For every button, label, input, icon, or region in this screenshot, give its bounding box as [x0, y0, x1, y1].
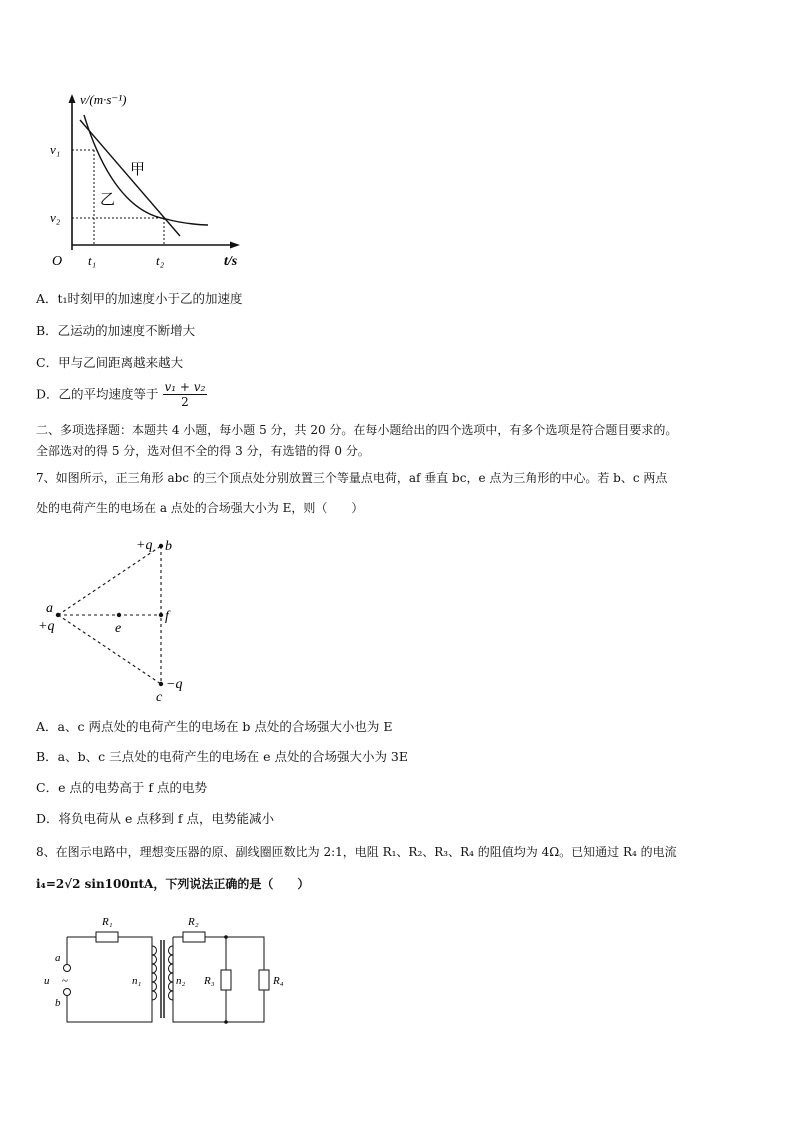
label-r2: R₂ — [188, 916, 199, 928]
q7-option-a: A．a、c 两点处的电荷产生的电场在 b 点处的合场强大小也为 E — [36, 719, 393, 734]
q6-option-d — [36, 380, 207, 409]
q6-option-d-text: D．乙的平均速度等于 — [36, 386, 159, 402]
label-e: e — [115, 621, 122, 636]
label-u: u — [44, 975, 50, 987]
secondary-wire — [173, 937, 264, 1022]
resistor-r4 — [259, 970, 269, 990]
x-axis-label: t/s — [224, 254, 238, 269]
side-ab — [58, 546, 161, 615]
y-axis-arrow — [69, 94, 76, 103]
point-b — [159, 544, 163, 548]
triangle-charge-diagram — [36, 530, 206, 710]
section2-line1: 二、多项选择题：本题共 4 小题，每小题 5 分，共 20 分。在每小题给出的四个选项中，有多个选项是符合题目要求的。 — [36, 423, 678, 437]
point-f — [159, 613, 163, 617]
q7-stem-line1: 7、如图所示，正三角形 abc 的三个顶点处分别放置三个等量点电荷，af 垂直 bc，e 点为三角形的中心。若 b、c 两点 — [36, 471, 668, 485]
label-n2: n₂ — [176, 975, 186, 987]
side-ac — [58, 615, 161, 684]
v2-label: v₂ — [50, 210, 61, 225]
label-ac-tilde: ~ — [62, 975, 68, 987]
label-c: c — [156, 690, 163, 705]
secondary-coil — [169, 946, 174, 1000]
fraction-denominator: 2 — [181, 395, 189, 409]
q6-option-b: B．乙运动的加速度不断增大 — [36, 323, 196, 338]
q6-option-a: A．t₁时刻甲的加速度小于乙的加速度 — [36, 291, 243, 306]
velocity-time-graph — [44, 84, 254, 274]
q7-option-d: D．将负电荷从 e 点移到 f 点，电势能减小 — [36, 811, 274, 826]
label-b: b — [165, 539, 172, 554]
q7-option-c: C．e 点的电势高于 f 点的电势 — [36, 780, 208, 795]
primary-coil — [152, 946, 157, 1000]
origin-label: O — [52, 254, 63, 269]
junction-top — [224, 935, 228, 939]
v1-label: v₁ — [50, 142, 61, 157]
x-axis-arrow — [230, 242, 240, 249]
curve-yi-label: 乙 — [100, 192, 116, 208]
section2-line2: 全部选对的得 5 分，选对但不全的得 3 分，有选错的得 0 分。 — [36, 444, 370, 458]
t2-label: t₂ — [156, 253, 165, 268]
q8-stem-line1: 8、在图示电路中，理想变压器的原、副线圈匝数比为 2:1，电阻 R₁、R₂、R₃、R₄ 的阻值均为 4Ω。已知通过 R₄ 的电流 — [36, 845, 677, 859]
transformer-circuit-diagram — [40, 908, 284, 1028]
label-n1: n₁ — [132, 975, 142, 987]
q6-option-c: C．甲与乙间距离越来越大 — [36, 355, 184, 370]
curve-jia-label: 甲 — [130, 162, 146, 178]
resistor-r3 — [221, 970, 231, 990]
terminal-b — [64, 989, 71, 996]
label-r4: R₄ — [273, 975, 284, 987]
point-a — [56, 613, 60, 617]
label-r1: R₁ — [102, 916, 113, 928]
label-r3: R₃ — [204, 975, 215, 987]
label-f: f — [165, 609, 169, 624]
q6-option-d-fraction — [163, 380, 208, 409]
point-e — [117, 613, 121, 617]
t1-label: t₁ — [88, 253, 97, 268]
label-a-charge: +q — [38, 619, 55, 634]
label-b: b — [55, 997, 61, 1009]
fraction-numerator: v₁ + v₂ — [164, 380, 206, 394]
y-axis-label: v/(m·s⁻¹) — [80, 92, 127, 107]
q7-stem-line2: 处的电荷产生的电场在 a 点处的合场强大小为 E，则（ ） — [36, 501, 364, 515]
resistor-r1 — [96, 932, 118, 942]
resistor-r2 — [183, 932, 205, 942]
label-a: a — [55, 952, 61, 964]
curve-yi — [84, 115, 208, 225]
junction-bottom — [224, 1020, 228, 1024]
label-b-charge: +q — [136, 538, 153, 553]
point-c — [159, 682, 163, 686]
q8-stem-line2: i₄=2√2 sin100πtA，下列说法正确的是（ ） — [36, 877, 310, 891]
q7-option-b: B．a、b、c 三点处的电荷产生的电场在 e 点处的合场强大小为 3E — [36, 749, 409, 764]
terminal-a — [64, 965, 71, 972]
label-c-charge: −q — [166, 677, 183, 692]
label-a: a — [46, 601, 53, 616]
